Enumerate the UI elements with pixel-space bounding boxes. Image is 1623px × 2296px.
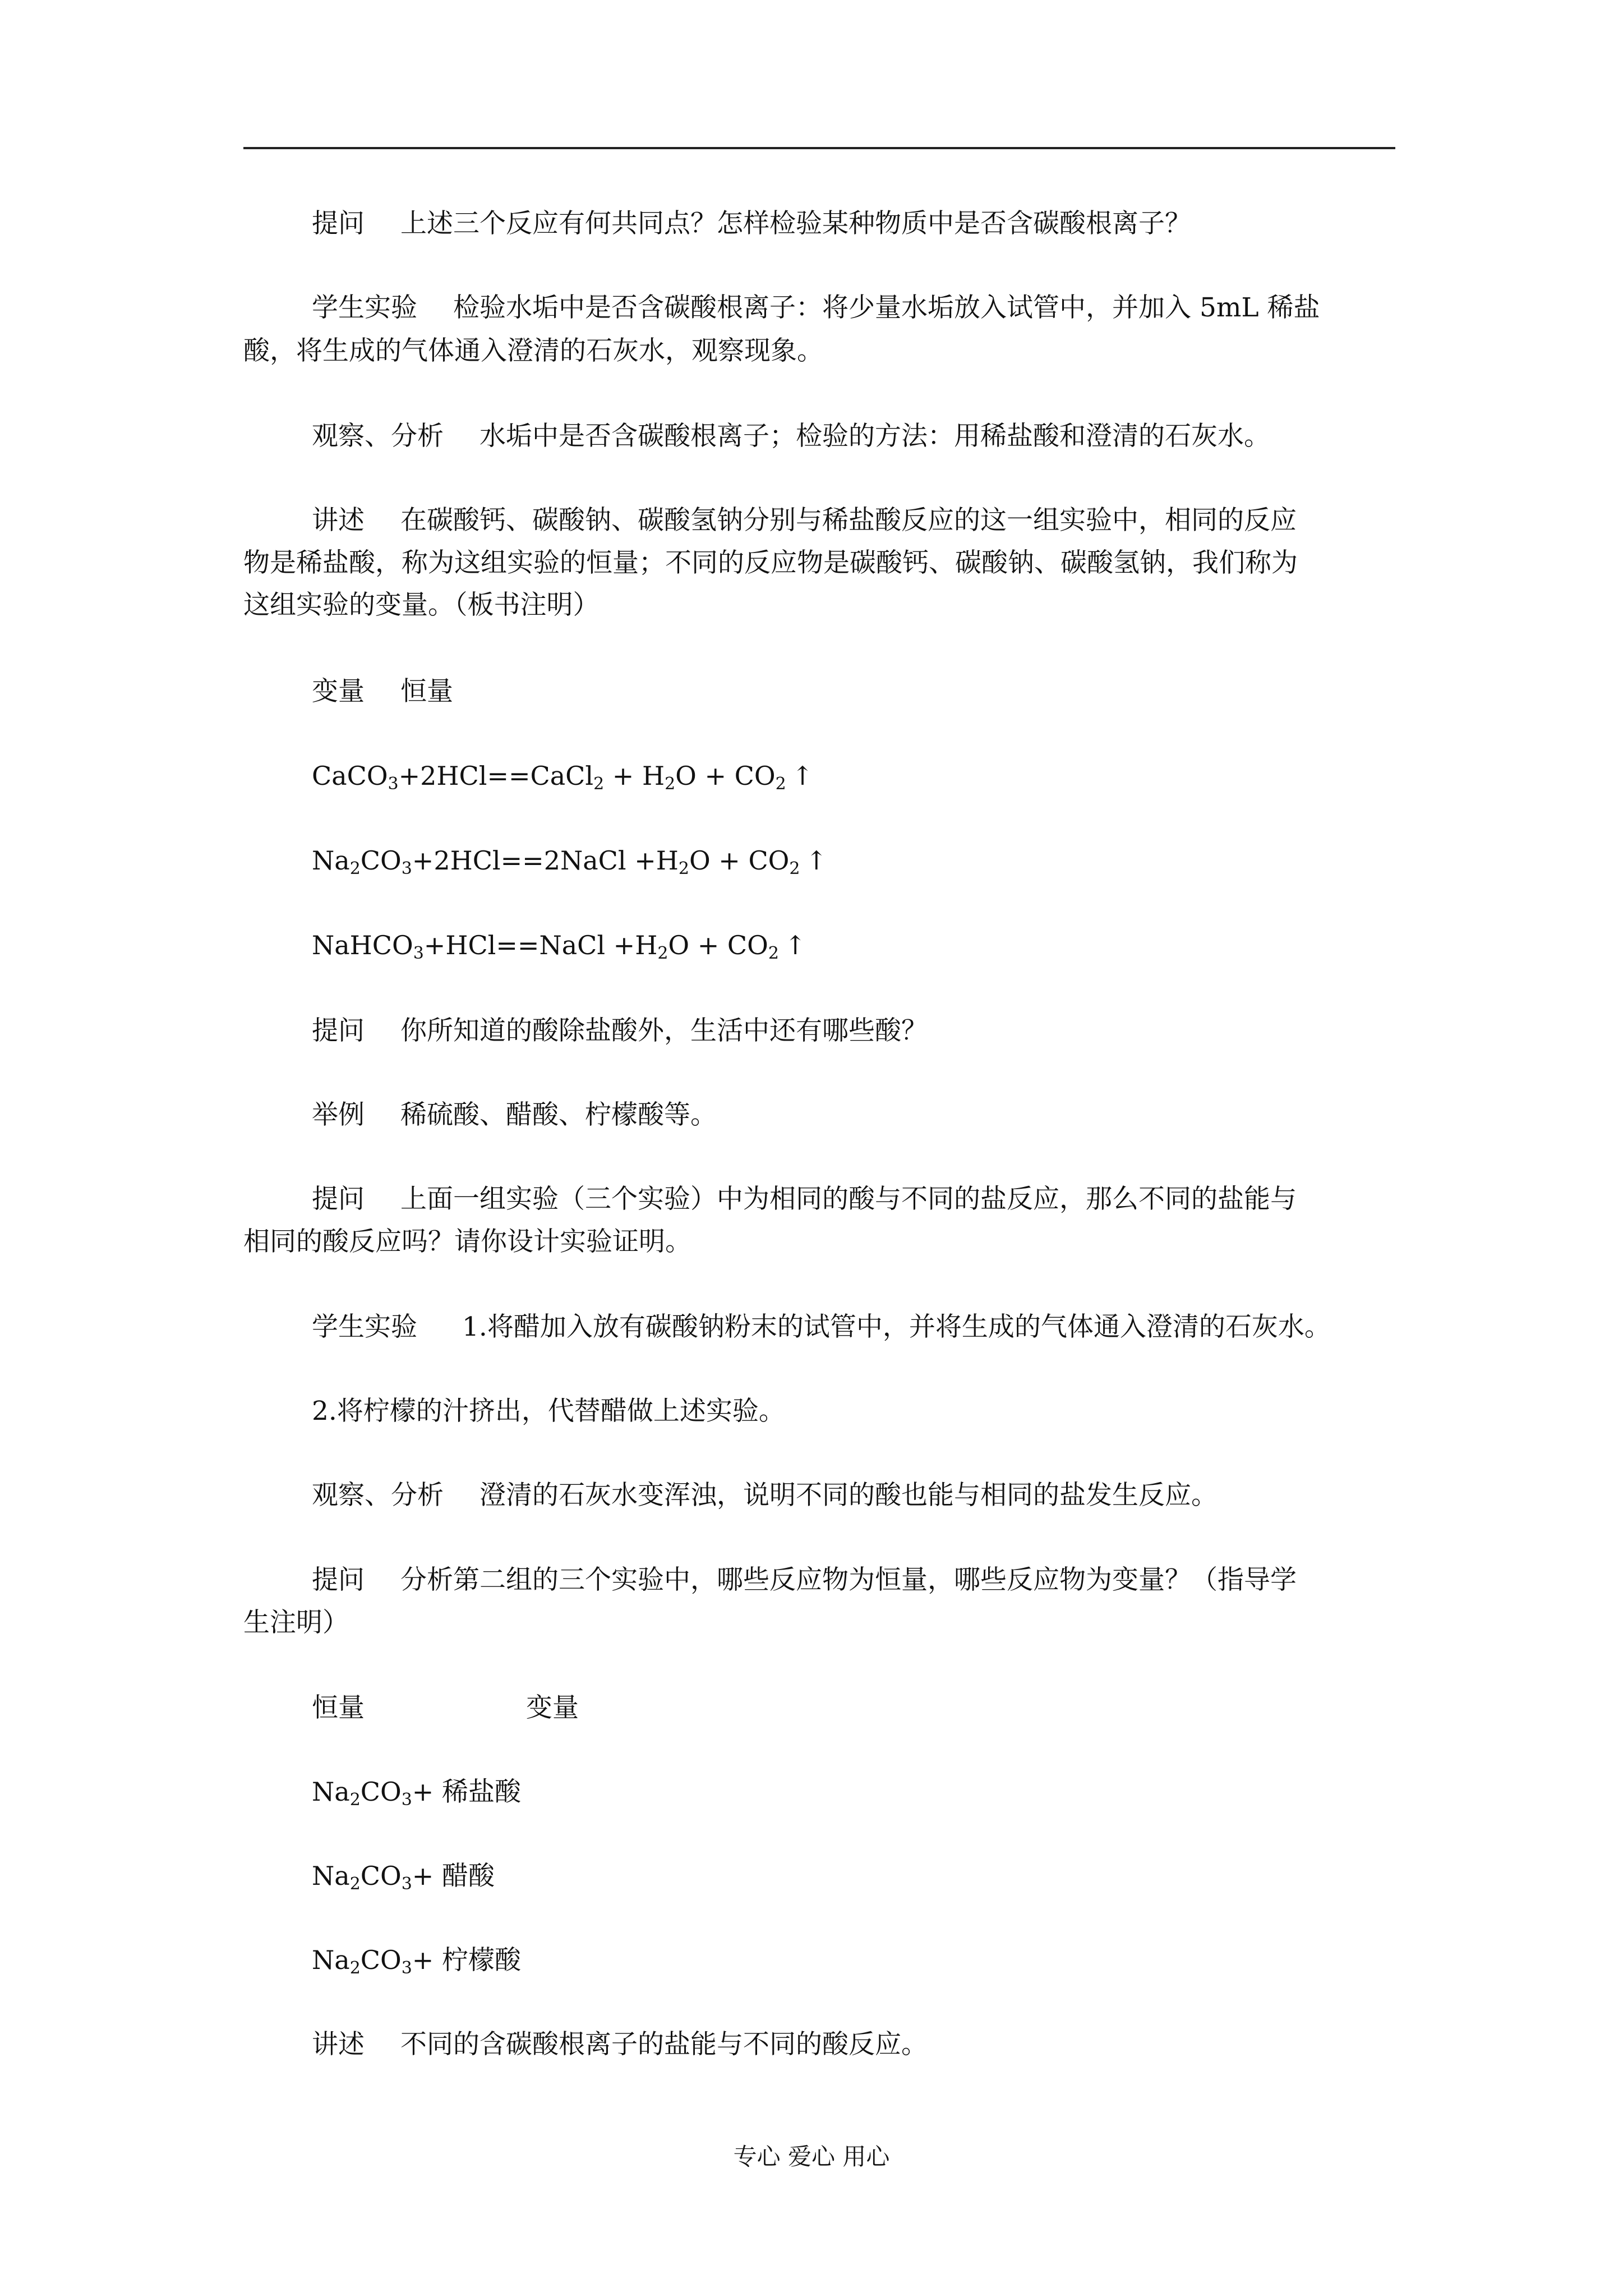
paragraph-lecture-2: 讲述 不同的含碳酸根离子的盐能与不同的酸反应。 (312, 2027, 928, 2062)
label-variable: 变量 (312, 676, 365, 707)
label-student-experiment: 学生实验 (312, 1312, 417, 1342)
label-lecture: 讲述 (312, 2029, 365, 2060)
paragraph-lecture-1-line1 (312, 503, 1297, 538)
label-observe-analyze: 观察、分析 (312, 1480, 444, 1511)
gas-arrow-icon: ↑ (784, 930, 806, 960)
paragraph-observe-analyze-1 (312, 419, 1270, 454)
paragraph-question-4-line1: 提问 分析第二组的三个实验中，哪些反应物为恒量，哪些反应物为变量？（指导学 (312, 1563, 1297, 1598)
label-student-experiment: 学生实验 (312, 292, 417, 323)
paragraph-example: 举例 稀硫酸、醋酸、柠檬酸等。 (312, 1098, 717, 1133)
label-constant: 恒量 (400, 676, 453, 707)
label-row-constant-variable (312, 1691, 579, 1726)
label-question: 提问 (312, 1565, 365, 1595)
paragraph-observe-analyze-2: 观察、分析 澄清的石灰水变浑浊，说明不同的酸也能与相同的盐发生反应。 (312, 1478, 1218, 1513)
label-observe-analyze: 观察、分析 (312, 421, 444, 452)
question-text: 上述三个反应有何共同点？怎样检验某种物质中是否含碳酸根离子？ (400, 208, 1191, 239)
gas-arrow-icon: ↑ (791, 761, 814, 791)
reaction-na2co3-acetic: $Na_2CO_3+$ 醋酸 (312, 1861, 495, 1894)
paragraph-experiment-step-2: 2.将柠檬的汁挤出，代替醋做上述实验。 (312, 1396, 785, 1427)
paragraph-question-3-line2: 相同的酸反应吗？请你设计实验证明。 (243, 1226, 691, 1257)
page-footer: 专心 爱心 用心 (733, 2143, 890, 2170)
gas-arrow-icon: ↑ (805, 845, 828, 876)
paragraph-question-1 (312, 206, 1191, 241)
label-variable: 变量 (526, 1692, 579, 1723)
paragraph-question-3-line1: 提问 上面一组实验（三个实验）中为相同的酸与不同的盐反应，那么不同的盐能与 (312, 1182, 1297, 1217)
equation-caco3: CaCO$_3$+2HCl==CaCl$_2$ + $H_2O + CO_2$ ↑ (312, 758, 813, 793)
label-question: 提问 (312, 208, 365, 239)
label-question: 提问 (312, 1015, 365, 1046)
paragraph-student-experiment-1-line1 (312, 291, 1320, 325)
paragraph-student-experiment-1-line2: 酸，将生成的气体通入澄清的石灰水，观察现象。 (243, 335, 823, 366)
observe-text: 水垢中是否含碳酸根离子；检验的方法：用稀盐酸和澄清的石灰水。 (479, 421, 1270, 452)
label-constant: 恒量 (312, 1692, 365, 1723)
lecture-text: 在碳酸钙、碳酸钠、碳酸氢钠分别与稀盐酸反应的这一组实验中，相同的反应 (400, 505, 1297, 536)
label-row-variable-constant (312, 674, 453, 709)
reaction-na2co3-citric: $Na_2CO_3+$ 柠檬酸 (312, 1945, 521, 1978)
paragraph-question-2: 提问 你所知道的酸除盐酸外，生活中还有哪些酸？ (312, 1014, 928, 1048)
label-example: 举例 (312, 1099, 365, 1130)
experiment-text: 检验水垢中是否含碳酸根离子：将少量水垢放入试管中，并加入 5mL 稀盐 (453, 292, 1320, 323)
label-question: 提问 (312, 1184, 365, 1214)
header-rule (243, 147, 1395, 149)
paragraph-lecture-1-line2: 物是稀盐酸，称为这组实验的恒量；不同的反应物是碳酸钙、碳酸钠、碳酸氢钠，我们称为 (243, 547, 1298, 578)
equation-nahco3: NaHCO$_3$+HCl==NaCl $+H_2O + CO_2$ ↑ (312, 928, 806, 963)
paragraph-lecture-1-line3: 这组实验的变量。（板书注明） (243, 590, 600, 620)
equation-na2co3: $Na_2CO_3+2HCl==2NaCl +H_2O + CO_2$ ↑ (312, 843, 827, 878)
reaction-na2co3-dilute-hcl: $Na_2CO_3+$ 稀盐酸 (312, 1777, 521, 1810)
paragraph-question-4-line2: 生注明） (243, 1607, 349, 1638)
paragraph-student-experiment-2: 学生实验 1.将醋加入放有碳酸钠粉末的试管中，并将生成的气体通入澄清的石灰水。 (312, 1310, 1331, 1345)
label-lecture: 讲述 (312, 505, 365, 536)
